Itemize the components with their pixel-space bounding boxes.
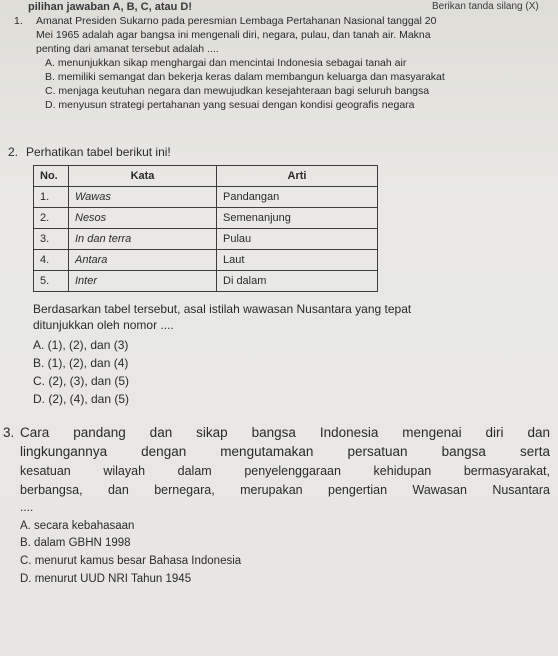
table-cell-kata: Nesos bbox=[69, 208, 217, 229]
question-2-option-d[interactable]: D. (2), (4), dan (5) bbox=[33, 392, 130, 406]
table-cell-arti: Laut bbox=[217, 250, 378, 271]
vocabulary-table bbox=[33, 165, 378, 292]
question-3-line: lingkungannya dengan mengutamakan persatuan bangsa serta bbox=[20, 444, 550, 459]
question-1-option-c[interactable]: C. menjaga keutuhan negara dan mewujudkan kesejahteraan bagi seluruh bangsa bbox=[45, 85, 430, 97]
table-header-no: No. bbox=[34, 166, 69, 187]
table-row bbox=[34, 229, 378, 250]
question-3-option-c[interactable]: C. menurut kamus besar Bahasa Indonesia bbox=[20, 555, 242, 567]
question-2-option-c[interactable]: C. (2), (3), dan (5) bbox=[33, 374, 130, 388]
question-1-line: penting dari amanat tersebut adalah .... bbox=[36, 43, 219, 55]
question-2-option-a[interactable]: A. (1), (2), dan (3) bbox=[33, 338, 129, 352]
question-1-option-b[interactable]: B. memiliki semangat dan bekerja keras dalam membangun keluarga dan masyarakat bbox=[45, 71, 445, 83]
instruction-right: Berikan tanda silang (X) bbox=[432, 1, 539, 12]
question-2-number: 2. bbox=[8, 145, 19, 159]
table-header-arti: Arti bbox=[217, 166, 378, 187]
question-1-option-a[interactable]: A. menunjukkan sikap menghargai dan mencintai Indonesia sebagai tanah air bbox=[45, 57, 407, 69]
table-header-kata: Kata bbox=[69, 166, 217, 187]
question-3-line: Cara pandang dan sikap bangsa Indonesia mengenai diri dan bbox=[20, 425, 550, 440]
table-cell-kata: Wawas bbox=[69, 187, 217, 208]
question-2-line: ditunjukkan oleh nomor .... bbox=[33, 318, 174, 332]
table-cell-arti: Pulau bbox=[217, 229, 378, 250]
table-cell-kata: Inter bbox=[69, 271, 217, 292]
table-cell-no: 2. bbox=[34, 208, 69, 229]
table-header-row bbox=[34, 166, 378, 187]
question-2-line: Berdasarkan tabel tersebut, asal istilah wawasan Nusantara yang tepat bbox=[33, 302, 412, 316]
question-3-option-a[interactable]: A. secara kebahasaan bbox=[20, 520, 135, 532]
table-row bbox=[34, 271, 378, 292]
question-3-line: berbangsa, dan bernegara, merupakan pengertian Wawasan Nusantara bbox=[20, 483, 550, 497]
table-cell-no: 3. bbox=[34, 229, 69, 250]
table-row bbox=[34, 208, 378, 229]
question-1-line: Mei 1965 adalah agar bangsa ini mengenali diri, negara, pulau, dan tanah air. Makna bbox=[36, 29, 431, 41]
question-3-number: 3. bbox=[3, 425, 15, 440]
table-cell-arti: Di dalam bbox=[217, 271, 378, 292]
question-3-option-d[interactable]: D. menurut UUD NRI Tahun 1945 bbox=[20, 573, 192, 585]
table-cell-arti: Pandangan bbox=[217, 187, 378, 208]
table-row bbox=[34, 187, 378, 208]
question-1-number: 1. bbox=[14, 15, 23, 27]
question-2-intro: Perhatikan tabel berikut ini! bbox=[26, 145, 171, 159]
table-row bbox=[34, 250, 378, 271]
instruction-left: pilihan jawaban A, B, C, atau D! bbox=[28, 1, 193, 13]
table-cell-arti: Semenanjung bbox=[217, 208, 378, 229]
table-cell-no: 1. bbox=[34, 187, 69, 208]
question-2-option-b[interactable]: B. (1), (2), dan (4) bbox=[33, 356, 129, 370]
table-cell-no: 4. bbox=[34, 250, 69, 271]
table-cell-no: 5. bbox=[34, 271, 69, 292]
table-cell-kata: Antara bbox=[69, 250, 217, 271]
question-3-line: kesatuan wilayah dalam penyelenggaraan kehidupan bermasyarakat, bbox=[20, 464, 550, 478]
question-1-option-d[interactable]: D. menyusun strategi pertahanan yang sesuai dengan kondisi geografis negara bbox=[45, 99, 415, 111]
question-3-option-b[interactable]: B. dalam GBHN 1998 bbox=[20, 537, 131, 549]
table-cell-kata: In dan terra bbox=[69, 229, 217, 250]
question-3-line: .... bbox=[20, 500, 34, 514]
question-1-line: Amanat Presiden Sukarno pada peresmian Lembaga Pertahanan Nasional tanggal 20 bbox=[36, 15, 437, 27]
